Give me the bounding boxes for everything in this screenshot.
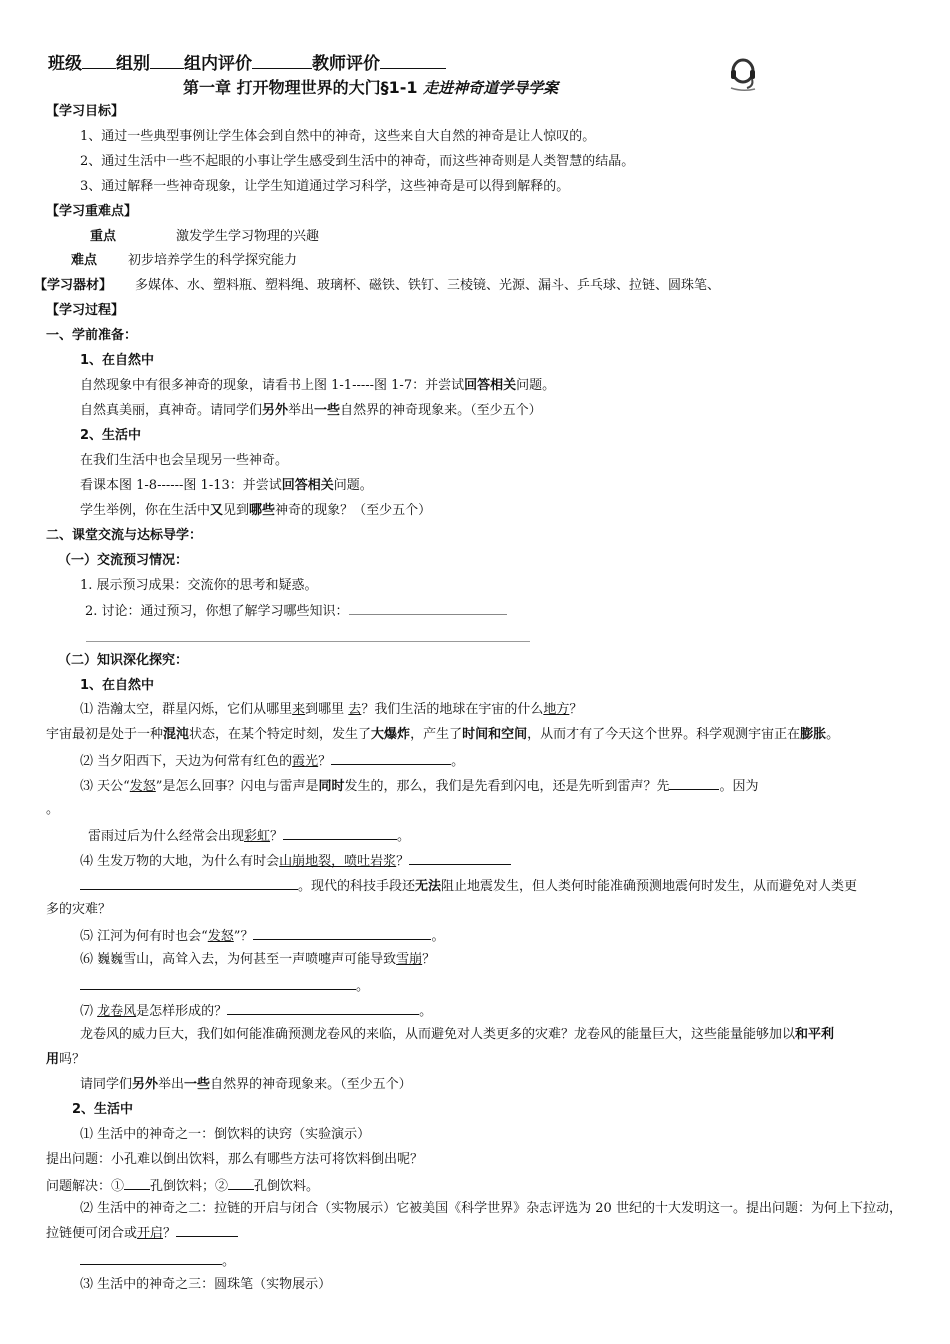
life-item-2-cont	[80, 1251, 235, 1271]
text-span: ？	[422, 952, 436, 967]
text-span: ？	[318, 754, 332, 769]
text-span: ？	[396, 854, 410, 869]
part1-heading: 一、学前准备：	[46, 328, 138, 343]
text-span: 拉动，拉链便可闭合或	[46, 1201, 902, 1241]
emphasis-span: 回答相关	[281, 478, 334, 493]
underlined-span: 雪崩	[396, 952, 423, 967]
goal-item: 1、通过一些典型事例让学生体会到自然中的神奇，这些来自大自然的神奇是让人惊叹的。	[80, 129, 596, 144]
text-span: 状态，在某个特定时刻，发生了	[189, 727, 372, 742]
answer-blank[interactable]	[283, 826, 397, 840]
text-span: 请同学们	[80, 1077, 133, 1092]
life-item-1: ⑴ 生活中的神奇之一：倒饮料的诀窍（实验演示）	[80, 1127, 371, 1142]
headset-logo-icon	[727, 56, 759, 92]
question-5	[80, 926, 444, 946]
text-span: 学生举例，你在生活中	[80, 503, 211, 518]
text-span: 孔倒饮料。	[254, 1179, 320, 1194]
sub1-heading: （一）交流预习情况：	[58, 553, 189, 568]
emphasis-span: 大爆炸	[371, 727, 411, 742]
goals-heading: 【学习目标】	[46, 104, 125, 119]
text-span: ⑷ 生发万物的大地，为什么有时会	[80, 854, 280, 869]
text-span: 雷雨过后为什么经常会出现	[88, 829, 245, 844]
question-4	[80, 851, 511, 871]
title-tail: 走进神奇道学导学案	[423, 79, 559, 97]
goal-item: 3、通过解释一些神奇现象，让学生知道通过学习科学，这些神奇是可以得到解释的。	[80, 179, 570, 194]
ask-line	[80, 1076, 412, 1094]
emphasis-span: 同时	[318, 779, 345, 794]
question-3	[80, 776, 759, 796]
text-span: 。	[431, 929, 445, 944]
text-span: 龙卷风的威力巨大，我们如何能准确预测龙卷风的来临，从而避免对人类更多的灾难？龙卷风的能量巨大，这些能量能够加以	[80, 1027, 796, 1042]
emphasis-span: 用	[46, 1052, 60, 1067]
goal-item: 2、通过生活中一些不起眼的小事让学生感受到生活中的神奇，而这些神奇则是人类智慧的结晶。	[80, 154, 635, 169]
life-line-2	[80, 477, 373, 495]
life-line-3	[80, 502, 431, 520]
group-label: 组别	[116, 54, 150, 74]
question-6	[80, 951, 435, 969]
difficulty-label: 难点	[71, 253, 98, 268]
question-3-rainbow	[88, 826, 410, 846]
text-span: 神奇的现象？（至少五个）	[275, 503, 432, 518]
text-span: 孔倒饮料；②	[150, 1179, 229, 1194]
sub1-item-2	[85, 601, 507, 621]
underlined-span: 山崩地裂，喷吐岩浆	[279, 854, 397, 869]
text-span: 自然现象中有很多神奇的现象，请看书上图 1-1-----图 1-7：并尝试	[80, 378, 465, 393]
text-span: 。	[826, 727, 840, 742]
text-span: 宇宙最初是处于一种	[46, 727, 164, 742]
emphasis-span: 一些	[314, 403, 341, 418]
group-eval-label: 组内评价	[184, 54, 252, 74]
process-heading: 【学习过程】	[46, 303, 125, 318]
life-item-2	[46, 1196, 908, 1246]
materials-heading: 【学习器材】	[34, 278, 113, 293]
underlined-span: 发怒	[129, 779, 156, 794]
question-3-end: 。	[46, 802, 60, 817]
text-span: ⑵ 当夕阳西下，天边为何常有红色的	[80, 754, 293, 769]
text-span: 自然真美丽，真神奇。请同学们	[80, 403, 263, 418]
text-span: 举出	[158, 1077, 185, 1092]
answer-blank[interactable]	[253, 926, 431, 940]
answer-rule[interactable]	[86, 641, 530, 642]
life-item-1-answer	[46, 1176, 319, 1196]
group-blank[interactable]	[150, 52, 184, 69]
emphasis-span: 膨胀	[800, 727, 827, 742]
nature-heading: 1、在自然中	[80, 353, 155, 368]
text-span: ”是怎么回事？闪电与雷声是	[155, 779, 319, 794]
question-4-end: 多的灾难？	[46, 902, 112, 917]
emphasis-span: 回答相关	[464, 378, 517, 393]
life-heading: 2、生活中	[80, 428, 142, 443]
keypoints-heading: 【学习重难点】	[46, 204, 138, 219]
life-item-1-question: 提出问题：小孔难以倒出饮料，那么有哪些方法可将饮料倒出呢？	[46, 1152, 424, 1167]
deep-nature-heading: 1、在自然中	[80, 678, 155, 693]
underlined-span: 地方	[543, 702, 570, 717]
emphasis-span: 混沌	[163, 727, 190, 742]
answer-blank[interactable]	[80, 1251, 222, 1265]
text-span: ，从而才有了今天这个世界。科学观测宇宙正在	[527, 727, 801, 742]
question-7	[80, 1001, 432, 1021]
text-span: 。	[419, 1004, 433, 1019]
text-span: 发生的，那么，我们是先看到闪电，还是先听到雷声？先	[344, 779, 670, 794]
header-fields-row	[48, 52, 446, 75]
text-span: ⑴ 浩瀚太空，群星闪烁，它们从哪里	[80, 702, 293, 717]
group-eval-blank[interactable]	[252, 52, 312, 69]
focus-label: 重点	[90, 229, 117, 244]
text-span: ？	[569, 702, 583, 717]
text-span: 阻止地震发生，但人类何时能准确预测地震何时发生，从而避免对人类更	[441, 879, 858, 894]
answer-blank[interactable]	[331, 751, 451, 765]
question-4-cont	[80, 876, 857, 896]
text-span: 。	[222, 1254, 236, 1269]
class-blank[interactable]	[82, 52, 116, 69]
part2-heading: 二、课堂交流与达标导学：	[46, 528, 203, 543]
nature-line-2	[80, 402, 542, 420]
focus-text: 激发学生学习物理的兴趣	[176, 229, 320, 244]
sub2-heading: （二）知识深化探究：	[58, 653, 189, 668]
question-7-para-end	[46, 1051, 85, 1069]
sub1-item-1: 1. 展示预习成果：交流你的思考和疑惑。	[80, 578, 318, 593]
question-2	[80, 751, 464, 771]
text-span: 问题。	[333, 478, 373, 493]
question-1-answer	[46, 726, 839, 744]
emphasis-span: 又	[210, 503, 224, 518]
underlined-span: 龙卷风	[97, 1004, 137, 1019]
answer-blank[interactable]	[80, 976, 356, 990]
text-span: ⑵ 生活中的神奇之二：拉链的开启与闭合（实物展示）它被美国《科学世界》杂志评选为 20 世纪的十大发明这一。提出问题：为何上下	[80, 1201, 863, 1216]
text-span: 。	[451, 754, 465, 769]
underlined-span: 发怒	[207, 929, 234, 944]
emphasis-span: 时间和空间	[462, 727, 528, 742]
text-span: 自然界的神奇现象来。（至少五个）	[340, 403, 542, 418]
text-span: 。	[397, 829, 411, 844]
teacher-eval-label: 教师评价	[312, 54, 380, 74]
text-span: 吗？	[59, 1052, 86, 1067]
answer-blank[interactable]	[124, 1176, 150, 1190]
nature-line-1	[80, 377, 555, 395]
emphasis-span: 无法	[415, 879, 442, 894]
answer-blank[interactable]	[227, 1001, 419, 1015]
text-span: 看课本图 1-8------图 1-13：并尝试	[80, 478, 282, 493]
text-span: ？我们生活的地球在宇宙的什么	[361, 702, 544, 717]
answer-blank[interactable]	[349, 601, 507, 615]
answer-blank[interactable]	[409, 851, 511, 865]
underlined-span: 彩虹	[244, 829, 271, 844]
question-1	[80, 701, 582, 719]
text-span: ”？	[233, 929, 254, 944]
text-span: 。因为	[719, 779, 759, 794]
text-span: ，产生了	[410, 727, 463, 742]
answer-blank[interactable]	[669, 776, 719, 790]
emphasis-span: 和平利	[795, 1027, 835, 1042]
title-main: 第一章 打开物理世界的大门§1-1	[183, 78, 418, 97]
text-span: ⑹ 巍巍雪山，高耸入去，为何甚至一声喷嚏声可能导致	[80, 952, 397, 967]
answer-blank[interactable]	[80, 876, 298, 890]
underlined-span: 开启	[137, 1226, 164, 1241]
emphasis-span: 一些	[184, 1077, 211, 1092]
underlined-span: 去	[348, 702, 362, 717]
text-span: 是怎样形成的？	[136, 1004, 228, 1019]
emphasis-span: 另外	[132, 1077, 159, 1092]
underlined-span: 霞光	[292, 754, 319, 769]
life-item-3: ⑶ 生活中的神奇之三：圆珠笔（实物展示）	[80, 1277, 332, 1292]
text-span: 2. 讨论：通过预习，你想了解学习哪些知识：	[85, 604, 349, 619]
text-span: 见到	[223, 503, 250, 518]
difficulty-text: 初步培养学生的科学探究能力	[128, 253, 298, 268]
text-span: 。	[356, 979, 370, 994]
materials-text: 多媒体、水、塑料瓶、塑料绳、玻璃杯、磁铁、铁钉、三棱镜、光源、漏斗、乒乓球、拉链、圆珠笔、	[135, 278, 721, 293]
text-span: ？	[163, 1226, 177, 1241]
class-label: 班级	[48, 54, 82, 74]
emphasis-span: 另外	[262, 403, 289, 418]
text-span: 问题。	[516, 378, 556, 393]
text-span: 举出	[288, 403, 315, 418]
deep-life-heading: 2、生活中	[72, 1102, 134, 1117]
emphasis-span: 哪些	[249, 503, 276, 518]
text-span: 到哪里	[305, 702, 349, 717]
answer-blank[interactable]	[176, 1223, 238, 1237]
teacher-eval-blank[interactable]	[380, 52, 446, 69]
text-span: 。现代的科技手段还	[298, 879, 416, 894]
life-line-1: 在我们生活中也会呈现另一些神奇。	[80, 453, 289, 468]
text-span: ⑺	[80, 1004, 98, 1019]
page-title	[183, 77, 558, 99]
text-span: ⑶ 天公“	[80, 779, 130, 794]
text-span: ⑸ 江河为何有时也会“	[80, 929, 208, 944]
question-6-cont	[80, 976, 369, 996]
text-span: ？	[270, 829, 284, 844]
answer-blank[interactable]	[228, 1176, 254, 1190]
question-7-para	[80, 1026, 834, 1044]
underlined-span: 来	[292, 702, 306, 717]
text-span: 问题解决：①	[46, 1179, 125, 1194]
text-span: 自然界的神奇现象来。（至少五个）	[210, 1077, 412, 1092]
